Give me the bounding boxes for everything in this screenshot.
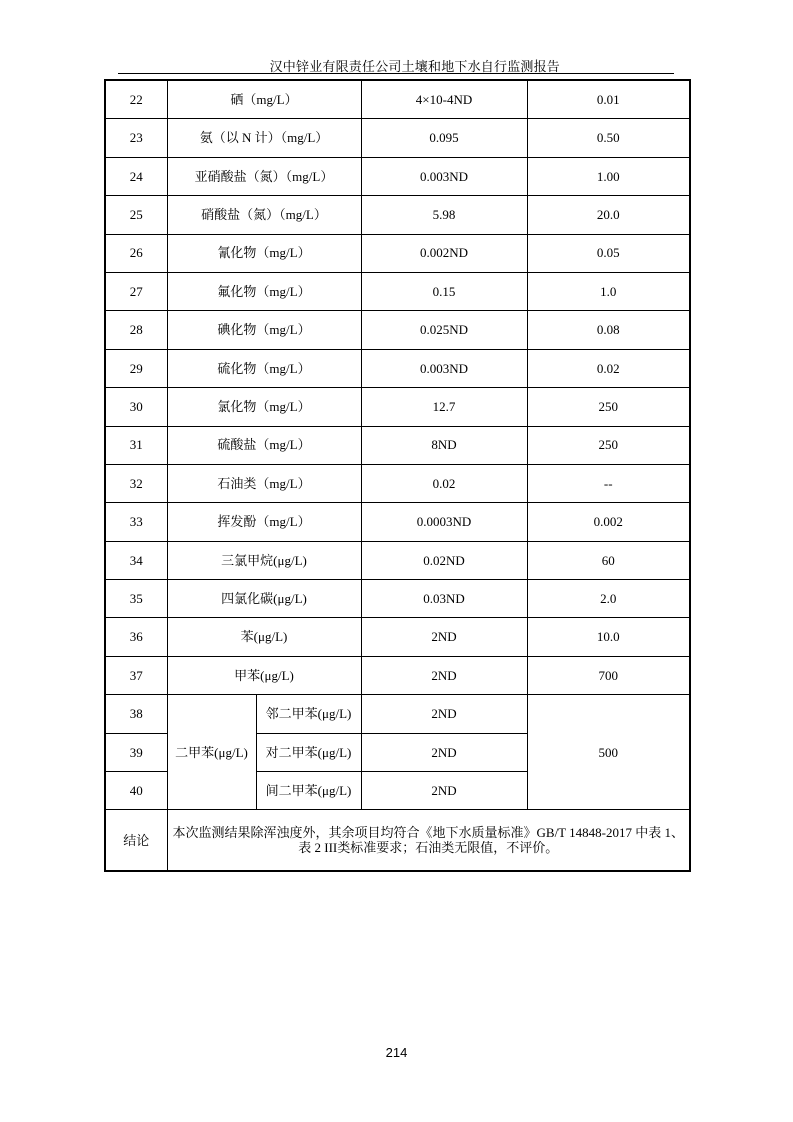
limit-value: 20.0 xyxy=(527,196,690,234)
page-number: 214 xyxy=(385,1045,408,1060)
result-value: 8ND xyxy=(361,426,527,464)
limit-value: -- xyxy=(527,464,690,502)
item-name: 间二甲苯(μg/L) xyxy=(256,772,361,810)
result-value: 2ND xyxy=(361,618,527,656)
result-value: 0.02ND xyxy=(361,541,527,579)
limit-value: 700 xyxy=(527,656,690,694)
monitoring-results-table xyxy=(104,79,691,872)
row-number: 26 xyxy=(105,234,167,272)
row-number: 36 xyxy=(105,618,167,656)
item-name: 苯(μg/L) xyxy=(167,618,361,656)
row-number: 31 xyxy=(105,426,167,464)
table-row xyxy=(105,464,690,502)
result-value: 0.003ND xyxy=(361,157,527,195)
row-number: 39 xyxy=(105,733,167,771)
conclusion-label: 结论 xyxy=(105,810,167,872)
limit-value: 10.0 xyxy=(527,618,690,656)
item-name: 亚硝酸盐（氮）（mg/L） xyxy=(167,157,361,195)
result-value: 2ND xyxy=(361,695,527,733)
result-value: 0.003ND xyxy=(361,349,527,387)
result-value: 0.025ND xyxy=(361,311,527,349)
table-row xyxy=(105,311,690,349)
row-number: 34 xyxy=(105,541,167,579)
item-name: 四氯化碳(μg/L) xyxy=(167,580,361,618)
row-number: 40 xyxy=(105,772,167,810)
table-row xyxy=(105,695,690,733)
item-name: 对二甲苯(μg/L) xyxy=(256,733,361,771)
result-value: 0.15 xyxy=(361,272,527,310)
conclusion-text: 本次监测结果除浑浊度外，其余项目均符合《地下水质量标准》GB/T 14848-2017 中表 1、表 2 III类标准要求；石油类无限值，不评价。 xyxy=(167,810,690,872)
result-value: 4×10-4ND xyxy=(361,80,527,119)
table-row xyxy=(105,119,690,157)
result-value: 0.002ND xyxy=(361,234,527,272)
table-row xyxy=(105,157,690,195)
table-row xyxy=(105,196,690,234)
table-row xyxy=(105,234,690,272)
item-name: 硒（mg/L） xyxy=(167,80,361,119)
item-name: 氨（以 N 计）（mg/L） xyxy=(167,119,361,157)
table-row xyxy=(105,503,690,541)
table-row xyxy=(105,618,690,656)
result-value: 0.0003ND xyxy=(361,503,527,541)
table-row xyxy=(105,580,690,618)
row-number: 30 xyxy=(105,388,167,426)
result-value: 0.03ND xyxy=(361,580,527,618)
table-row xyxy=(105,80,690,119)
table-row xyxy=(105,656,690,694)
row-number: 33 xyxy=(105,503,167,541)
limit-value: 0.08 xyxy=(527,311,690,349)
table-row xyxy=(105,541,690,579)
item-name: 挥发酚（mg/L） xyxy=(167,503,361,541)
header-rule xyxy=(118,73,674,74)
limit-value: 60 xyxy=(527,541,690,579)
row-number: 37 xyxy=(105,656,167,694)
item-name: 氰化物（mg/L） xyxy=(167,234,361,272)
result-value: 2ND xyxy=(361,772,527,810)
item-name: 硝酸盐（氮）（mg/L） xyxy=(167,196,361,234)
table-row xyxy=(105,426,690,464)
item-name: 硫化物（mg/L） xyxy=(167,349,361,387)
xylene-limit-value: 500 xyxy=(527,695,690,810)
result-value: 2ND xyxy=(361,656,527,694)
row-number: 24 xyxy=(105,157,167,195)
row-number: 38 xyxy=(105,695,167,733)
item-name: 碘化物（mg/L） xyxy=(167,311,361,349)
item-name: 氯化物（mg/L） xyxy=(167,388,361,426)
row-number: 25 xyxy=(105,196,167,234)
result-value: 2ND xyxy=(361,733,527,771)
result-value: 5.98 xyxy=(361,196,527,234)
limit-value: 0.002 xyxy=(527,503,690,541)
row-number: 35 xyxy=(105,580,167,618)
item-name: 石油类（mg/L） xyxy=(167,464,361,502)
report-header-title: 汉中锌业有限责任公司土壤和地下水自行监测报告 xyxy=(269,59,560,74)
table-row xyxy=(105,272,690,310)
limit-value: 0.50 xyxy=(527,119,690,157)
result-value: 0.095 xyxy=(361,119,527,157)
item-name: 邻二甲苯(μg/L) xyxy=(256,695,361,733)
limit-value: 0.05 xyxy=(527,234,690,272)
limit-value: 2.0 xyxy=(527,580,690,618)
limit-value: 0.01 xyxy=(527,80,690,119)
limit-value: 250 xyxy=(527,426,690,464)
table-row xyxy=(105,349,690,387)
result-value: 12.7 xyxy=(361,388,527,426)
limit-value: 1.00 xyxy=(527,157,690,195)
result-value: 0.02 xyxy=(361,464,527,502)
item-name: 甲苯(μg/L) xyxy=(167,656,361,694)
row-number: 22 xyxy=(105,80,167,119)
conclusion-row xyxy=(105,810,690,872)
row-number: 23 xyxy=(105,119,167,157)
row-number: 32 xyxy=(105,464,167,502)
row-number: 29 xyxy=(105,349,167,387)
limit-value: 250 xyxy=(527,388,690,426)
item-name: 硫酸盐（mg/L） xyxy=(167,426,361,464)
row-number: 28 xyxy=(105,311,167,349)
limit-value: 1.0 xyxy=(527,272,690,310)
item-name: 氟化物（mg/L） xyxy=(167,272,361,310)
item-name: 三氯甲烷(μg/L) xyxy=(167,541,361,579)
limit-value: 0.02 xyxy=(527,349,690,387)
table-row xyxy=(105,388,690,426)
xylene-group-label: 二甲苯(μg/L) xyxy=(167,695,256,810)
row-number: 27 xyxy=(105,272,167,310)
